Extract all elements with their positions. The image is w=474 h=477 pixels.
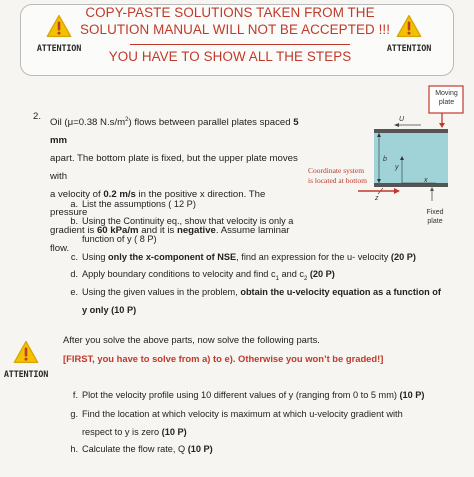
part-letter: f. [72,390,78,400]
part-text-cont: function of y ( 8 P) [82,234,157,244]
q-intro-sup: 2 [125,117,129,123]
q-velocity: 0.2 m/s [103,189,136,201]
part-h [0,440,474,458]
u-label: U [399,116,405,123]
attention-left [35,14,83,54]
q-intro: Oil (μ=0.38 N.s/m [50,117,126,129]
part-letter: e. [70,287,78,297]
part-d [0,265,474,283]
part-text: Plot the velocity profile using 10 different values of y (ranging from 0 to 5 mm) [82,390,400,400]
warning-triangle-icon [13,340,39,364]
part-points: (20 P) [390,252,416,262]
part-text: Using the Continuity eq., show that velocity is only a [82,216,294,226]
part-a [0,195,474,213]
part-e [0,283,474,319]
moving-plate-label: Moving plate [435,90,458,106]
attention-middle [2,340,50,380]
part-points: (10 P) [111,305,137,315]
y-label: y [395,164,399,171]
q-line3-a: a velocity of [50,189,104,201]
part-f [0,386,474,404]
q-line3-b: in the positive x direction. The pressure [50,189,266,219]
z-label: z [375,195,379,202]
part-text: Apply boundary conditions to velocity and find c [82,269,276,279]
q-intro-cont: ) flows between parallel plates spaced [128,117,294,129]
part-text: Calculate the flow rate, Q [82,444,188,454]
part-text: , find an expression for the u- velocity [236,252,391,262]
part-text: Find the location at which velocity is maximum at which u-velocity gradient with [82,409,403,419]
part-letter: h. [70,444,78,454]
coord-system-line1: Coordinate system [308,166,365,175]
fixed-plate-label: Fixed plate [426,209,444,225]
attention-label: ATTENTION [386,44,432,54]
part-points: (10 P) [187,444,213,454]
part-c [0,248,474,266]
c2-sub: 2 [303,275,308,282]
c1-sub: 1 [275,275,279,282]
part-text: List the assumptions ( 12 P) [82,199,196,209]
warning-triangle-icon [46,14,72,38]
part-letter: g. [70,409,78,419]
attention-right [385,14,433,54]
warning-triangle-icon [396,14,422,38]
q-gradient: 60 kPa/m [96,225,139,237]
q-spacing: 5 mm [50,117,299,147]
part-text: Using [82,252,109,262]
banner-divider [130,44,350,45]
q-line4-b: and it is [138,225,177,237]
question-number: 2. [33,111,42,122]
coord-system-line2: is located at bottom [308,176,367,185]
banner-line-2: SOLUTION MANUAL WILL NOT BE ACCEPTED !!! [80,22,391,37]
part-g [0,405,474,441]
part-letter: c. [70,252,78,262]
banner-line-1: COPY-PASTE SOLUTIONS TAKEN FROM THE [85,5,375,20]
part-points: (10 P) [161,427,187,437]
after-instructions: After you solve the above parts, now solve the following parts. [63,334,320,345]
part-b [0,212,474,248]
part-text: Using the given values in the problem, [82,287,241,297]
attention-label: ATTENTION [36,44,82,54]
first-warning: [FIRST, you have to solve from a) to e). Otherwise you won’t be graded!] [63,353,384,364]
q-line4-c: . Assume laminar flow. [50,225,290,255]
part-letter: a. [70,199,78,209]
part-letter: d. [70,269,78,279]
part-bold-cont: y only [82,305,112,315]
banner-line-3: YOU HAVE TO SHOW ALL THE STEPS [108,49,352,64]
q-line-2: apart. The bottom plate is fixed, but the upper plate moves with [50,153,298,183]
part-points: (10 P) [399,390,425,400]
attention-label: ATTENTION [3,370,49,380]
part-letter: b. [70,216,78,226]
x-label: x [424,177,428,184]
b-label: b [383,156,387,163]
q-line4-a: gradient is [50,225,97,237]
part-points: (20 P) [307,269,335,279]
part-text-cont: respect to y is zero [82,427,162,437]
part-text: and c [278,269,304,279]
part-bold: only the x-component of NSE [108,252,237,262]
part-bold: obtain the u-velocity equation as a function of [240,287,441,297]
q-negative: negative [176,225,216,237]
